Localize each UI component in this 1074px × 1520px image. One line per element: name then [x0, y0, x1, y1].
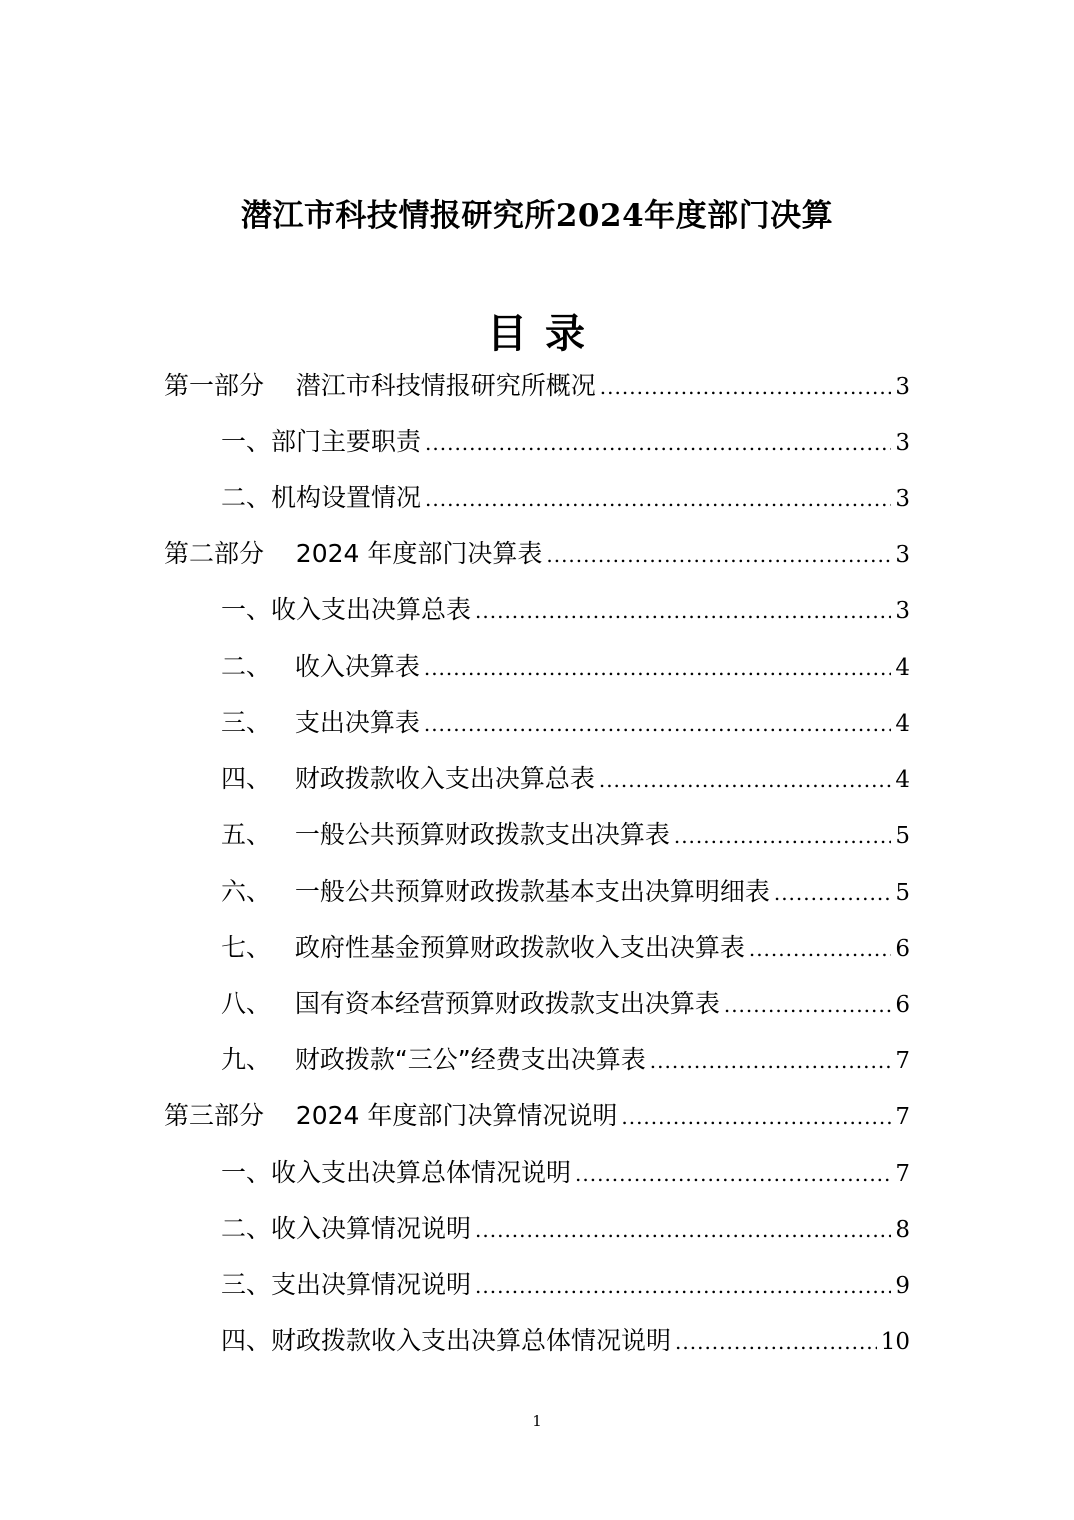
toc-entry-label: 四、财政拨款收入支出决算总体情况说明	[221, 1326, 672, 1355]
toc-entry[interactable]	[221, 928, 910, 968]
dot-leader	[475, 1210, 891, 1250]
toc-entry-label: 五、 一般公共预算财政拨款支出决算表	[221, 820, 670, 849]
toc-entry-label: 二、收入决算情况说明	[221, 1214, 472, 1243]
toc-entry-page: 3	[895, 486, 910, 512]
toc-entry-part-1[interactable]	[164, 366, 910, 406]
toc-entry[interactable]	[221, 422, 910, 462]
toc-entry-label: 三、支出决算情况说明	[221, 1270, 472, 1299]
dot-leader	[475, 1266, 891, 1306]
toc-entry-page: 3	[895, 374, 910, 400]
toc-entry[interactable]	[221, 984, 910, 1024]
toc-entry-part-3[interactable]	[164, 1096, 910, 1136]
footer-page-number: 1	[532, 1412, 542, 1430]
toc-entry-label: 一、收入支出决算总表	[221, 595, 472, 624]
dot-leader	[575, 1154, 891, 1194]
toc-entry-page: 7	[895, 1104, 910, 1130]
toc-entry-label: 第三部分 2024 年度部门决算情况说明	[164, 1101, 618, 1130]
dot-leader	[546, 535, 891, 575]
dot-leader	[425, 423, 891, 463]
toc-entry-label: 二、 收入决算表	[221, 652, 420, 681]
dot-leader	[774, 873, 892, 913]
toc-entry-page: 9	[895, 1273, 910, 1299]
toc-heading: 目 录	[487, 311, 587, 357]
toc-entry-page: 4	[895, 767, 910, 793]
toc-entry-page: 3	[895, 430, 910, 456]
toc-entry-label: 八、 国有资本经营预算财政拨款支出决算表	[221, 989, 720, 1018]
toc-entry-label: 三、 支出决算表	[221, 708, 420, 737]
toc-entry[interactable]	[221, 815, 910, 855]
dot-leader	[424, 704, 892, 744]
document-title: 潜江市科技情报研究所2024年度部门决算	[240, 198, 834, 234]
toc-entry-page: 4	[895, 711, 910, 737]
toc-entry[interactable]	[221, 1040, 910, 1080]
dot-leader	[674, 816, 892, 856]
toc-entry-label: 七、 政府性基金预算财政拨款收入支出决算表	[221, 933, 745, 962]
toc-entry[interactable]	[221, 1265, 910, 1305]
toc-entry-page: 7	[895, 1161, 910, 1187]
toc-entry-label: 第二部分 2024 年度部门决算表	[164, 539, 543, 568]
dot-leader	[621, 1097, 891, 1137]
toc-entry-label: 一、部门主要职责	[221, 427, 422, 456]
toc-entry-page: 3	[895, 542, 910, 568]
toc-entry[interactable]	[221, 647, 910, 687]
toc-entry-page: 8	[895, 1217, 910, 1243]
toc-entry-label: 四、 财政拨款收入支出决算总表	[221, 764, 595, 793]
toc-entry-page: 6	[895, 936, 910, 962]
dot-leader	[724, 985, 892, 1025]
toc-entry[interactable]	[221, 703, 910, 743]
dot-leader	[599, 760, 892, 800]
toc-entry[interactable]	[221, 872, 910, 912]
toc-entry[interactable]	[221, 759, 910, 799]
toc-entry-page: 3	[895, 598, 910, 624]
toc-entry-label: 九、 财政拨款“三公”经费支出决算表	[221, 1045, 646, 1074]
toc-entry-page: 10	[880, 1329, 910, 1355]
toc-entry-label: 六、 一般公共预算财政拨款基本支出决算明细表	[221, 877, 770, 906]
dot-leader	[424, 648, 892, 688]
toc-entry-part-2[interactable]	[164, 534, 910, 574]
toc-entry-page: 5	[895, 880, 910, 906]
toc-entry-page: 7	[895, 1048, 910, 1074]
toc-entry[interactable]	[221, 1209, 910, 1249]
toc-entry-label: 第一部分 潜江市科技情报研究所概况	[164, 371, 596, 400]
dot-leader	[650, 1041, 892, 1081]
toc-entry-page: 6	[895, 992, 910, 1018]
dot-leader	[749, 929, 892, 969]
toc-entry-label: 一、收入支出决算总体情况说明	[221, 1158, 572, 1187]
toc-entry[interactable]	[221, 478, 910, 518]
toc-entry-label: 二、机构设置情况	[221, 483, 422, 512]
dot-leader	[675, 1322, 877, 1362]
toc-entry[interactable]	[221, 590, 910, 630]
toc-entry[interactable]	[221, 1153, 910, 1193]
dot-leader	[425, 479, 891, 519]
dot-leader	[475, 591, 891, 631]
toc-entry[interactable]	[221, 1321, 910, 1361]
toc-entry-page: 4	[895, 655, 910, 681]
toc-entry-page: 5	[895, 823, 910, 849]
dot-leader	[600, 367, 892, 407]
